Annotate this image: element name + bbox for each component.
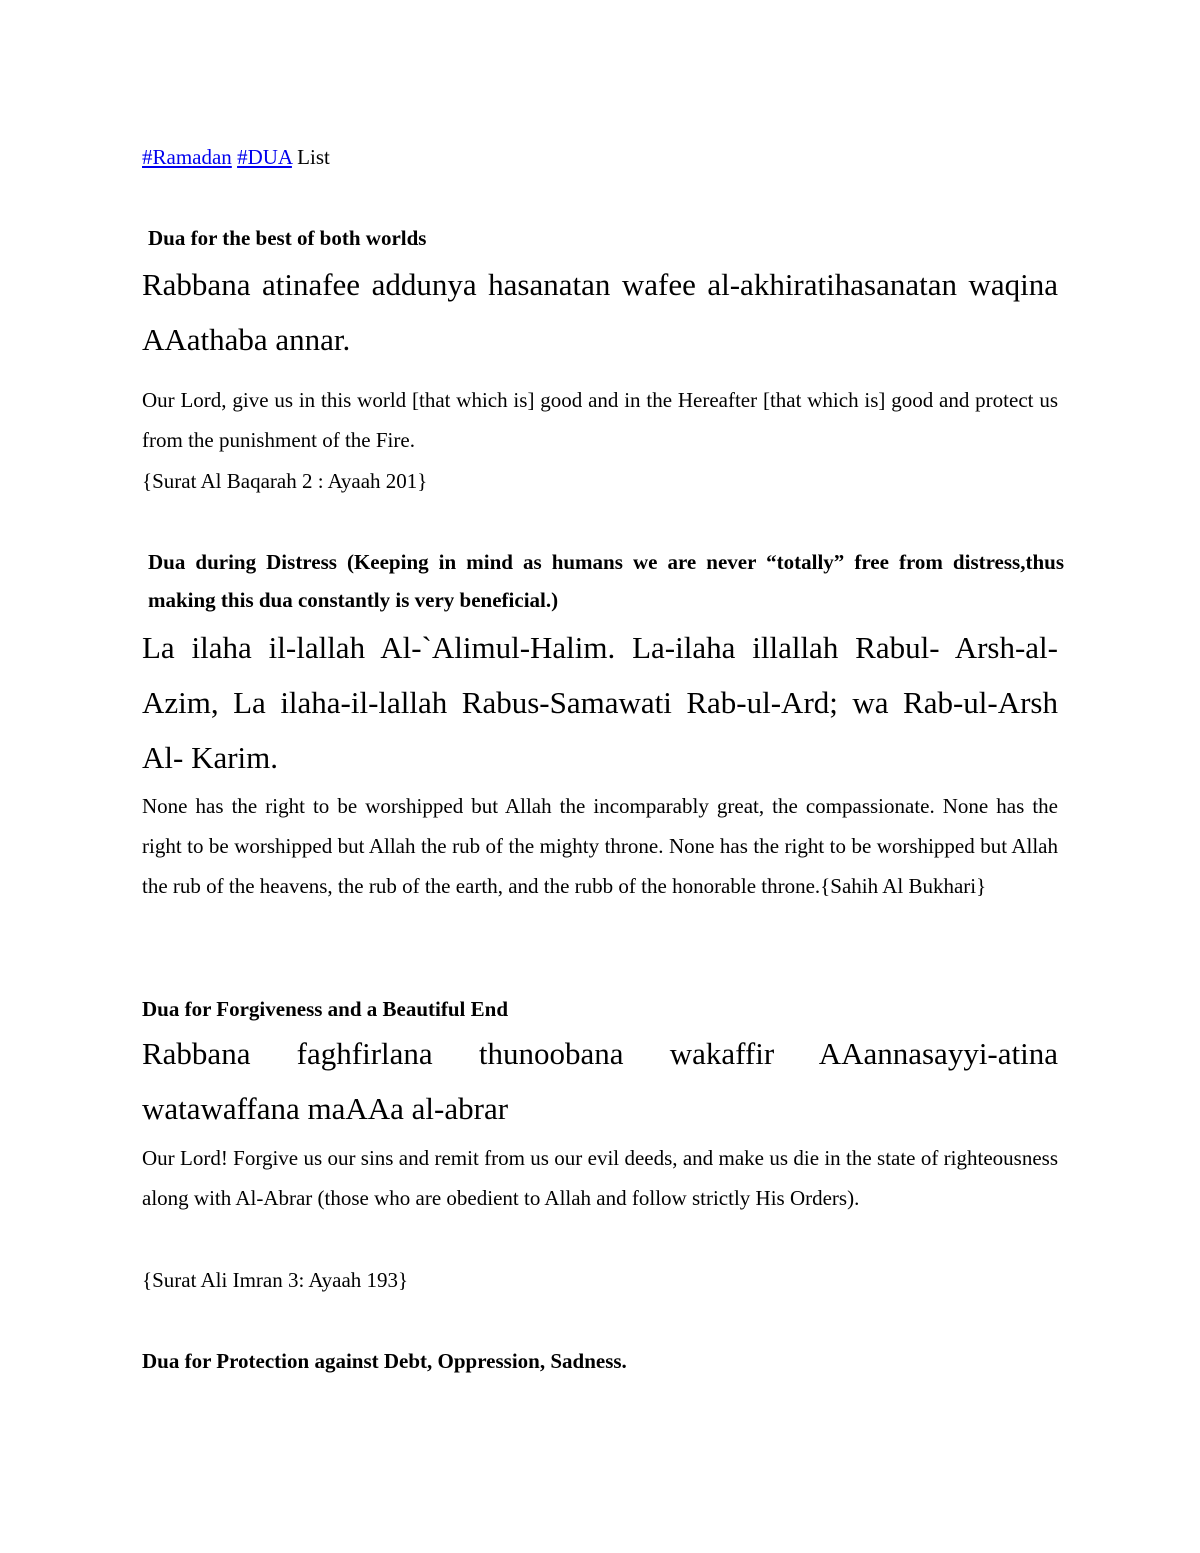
tags-suffix: List bbox=[297, 145, 330, 169]
section-3-meaning: Our Lord! Forgive us our sins and remit from us our evil deeds, and make us die in the state of righteousness along with Al-Abrar (those who are obedient to Allah and follow strictly His Orders). bbox=[142, 1146, 1058, 1210]
section-3-reference: {Surat Ali Imran 3: Ayaah 193} bbox=[142, 1268, 409, 1292]
section-2-meaning: None has the right to be worshipped but Allah the incomparably great, the compassionate. None has the right to be worshipped but Allah the rub of the mighty throne. None has the right to be worshipped but Allah the rub of the heavens, the rub of the earth, and the rubb of the honorable throne.{Sahih Al Bukhari} bbox=[142, 794, 1058, 898]
section-1-meaning: Our Lord, give us in this world [that which is] good and in the Hereafter [that which is] good and protect us from the punishment of the Fire. bbox=[142, 388, 1058, 452]
section-3-heading: Dua for Forgiveness and a Beautiful End bbox=[142, 997, 508, 1021]
dua-hashtag-link[interactable]: #DUA bbox=[237, 145, 292, 169]
section-2-transliteration: La ilaha il-lallah Al-`Alimul-Halim. La-ilaha illallah Rabul- Arsh-al-Azim, La ilaha-il-lallah Rabus-Samawati Rab-ul-Ard; wa Rab-ul-Arsh Al- Karim. bbox=[142, 630, 1058, 775]
section-1-reference: {Surat Al Baqarah 2 : Ayaah 201} bbox=[142, 469, 428, 493]
ramadan-hashtag-link[interactable]: #Ramadan bbox=[142, 145, 232, 169]
section-2-heading: Dua during Distress (Keeping in mind as humans we are never “totally” free from distress,thus making this dua constantly is very beneficial.) bbox=[148, 550, 1064, 612]
tags-line bbox=[142, 144, 1058, 170]
section-3-transliteration: Rabbana faghfirlana thunoobana wakaffir AAannasayyi-atina watawaffana maAAa al-abrar bbox=[142, 1036, 1058, 1126]
section-1-heading: Dua for the best of both worlds bbox=[148, 226, 427, 250]
section-4-heading: Dua for Protection against Debt, Oppression, Sadness. bbox=[142, 1349, 627, 1373]
section-1-transliteration: Rabbana atinafee addunya hasanatan wafee al-akhiratihasanatan waqina AAathaba annar. bbox=[142, 267, 1058, 357]
